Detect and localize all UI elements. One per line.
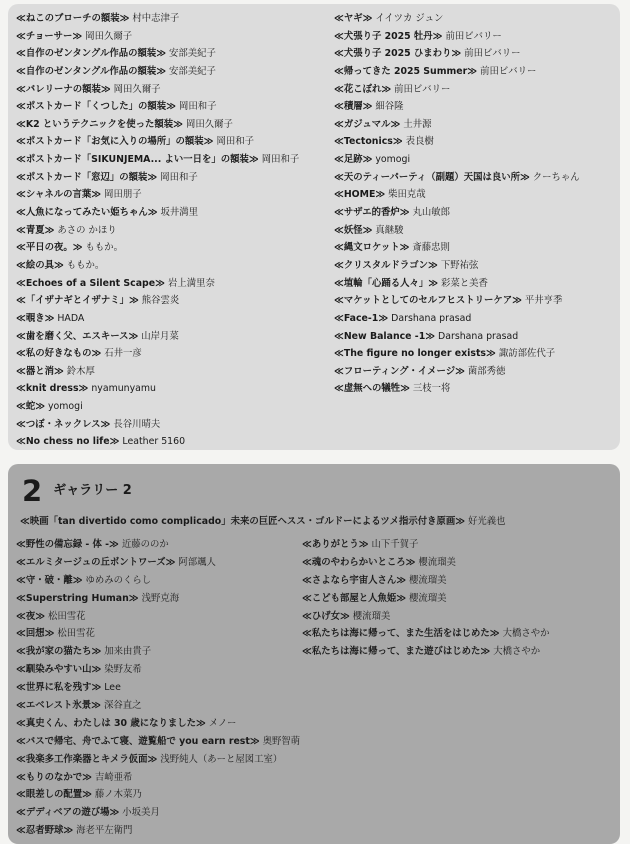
artwork-entry bbox=[16, 63, 331, 81]
artist-name: 岩上満里奈 bbox=[167, 277, 215, 289]
artist-name: 細谷隆 bbox=[375, 101, 404, 113]
artwork-entry bbox=[334, 63, 616, 81]
artist-name: 岡田久爾子 bbox=[113, 83, 161, 95]
artwork-title: ≪夜≫ bbox=[16, 610, 46, 622]
artwork-title: ≪世界に私を残す≫ bbox=[16, 682, 102, 694]
artwork-title: ≪チョーサー≫ bbox=[16, 30, 83, 42]
artwork-entry bbox=[16, 81, 331, 99]
artwork-entry bbox=[16, 643, 316, 661]
artist-name: 大橋さやか bbox=[502, 628, 550, 640]
artwork-title: ≪エベレスト氷景≫ bbox=[16, 700, 101, 712]
artwork-entry bbox=[302, 608, 614, 626]
artist-name: Lee bbox=[104, 682, 121, 694]
artwork-entry bbox=[334, 328, 616, 346]
artwork-title: ≪HOME≫ bbox=[334, 189, 386, 201]
artist-name: 奥野智萌 bbox=[262, 735, 301, 747]
artwork-entry bbox=[302, 554, 614, 572]
artist-name: 真継駿 bbox=[375, 224, 404, 236]
artwork-entry bbox=[334, 98, 616, 116]
artwork-entry bbox=[16, 661, 316, 679]
artist-name: 村中志津子 bbox=[132, 13, 180, 24]
artist-name: あさの かほり bbox=[57, 224, 117, 236]
artist-name: 阿部颯人 bbox=[178, 556, 216, 568]
artwork-entry bbox=[334, 310, 616, 328]
artwork-entry bbox=[334, 363, 616, 381]
artist-name: 土井源 bbox=[403, 118, 432, 130]
artwork-title: ≪ヤギ≫ bbox=[334, 13, 373, 24]
artwork-entry bbox=[16, 98, 331, 116]
artwork-entry bbox=[16, 398, 331, 416]
artist-name: yomogi bbox=[375, 154, 411, 166]
artwork-entry bbox=[16, 133, 331, 151]
artwork-title: ≪New Balance -1≫ bbox=[334, 330, 436, 342]
artwork-entry bbox=[334, 292, 616, 310]
artist-name: メノー bbox=[208, 717, 237, 729]
artist-name: 櫻流瑠美 bbox=[409, 592, 447, 604]
artwork-title: ≪真史くん、わたしは 30 歳になりました≫ bbox=[16, 717, 206, 729]
artwork-title: ≪守・破・離≫ bbox=[16, 574, 83, 586]
artwork-entry bbox=[16, 679, 316, 697]
artwork-title: ≪帰ってきた 2025 Summer≫ bbox=[334, 65, 478, 77]
artist-name: HADA bbox=[57, 312, 85, 324]
artwork-title: ≪ひげ女≫ bbox=[302, 610, 350, 622]
artwork-title: ≪「イザナギとイザナミ」≫ bbox=[16, 295, 139, 307]
artwork-entry bbox=[16, 45, 331, 63]
artwork-entry bbox=[334, 10, 616, 28]
artist-name: 菌部秀徳 bbox=[467, 365, 506, 377]
artist-name: 丸山敏郎 bbox=[412, 207, 451, 219]
artwork-entry bbox=[16, 363, 331, 381]
artwork-title: ≪私たちは海に帰って、また生活をはじめた≫ bbox=[302, 628, 500, 640]
artwork-entry bbox=[334, 239, 616, 257]
artist-name: 藤ノ木菜乃 bbox=[94, 789, 142, 801]
artwork-title: ≪Face-1≫ bbox=[334, 312, 389, 324]
artwork-entry bbox=[334, 257, 616, 275]
artwork-title: ≪忍者野球≫ bbox=[16, 825, 74, 837]
artwork-entry bbox=[302, 536, 614, 554]
artwork-entry bbox=[302, 590, 614, 608]
artist-name: 浅野純人（あーと屋図工室） bbox=[160, 753, 283, 765]
artist-name: 諏訪部佐代子 bbox=[498, 348, 556, 360]
artwork-entry bbox=[334, 133, 616, 151]
artist-name: 安部美紀子 bbox=[169, 48, 216, 60]
artist-name: 岡田和子 bbox=[261, 154, 300, 166]
artist-name: イイツカ ジュン bbox=[375, 13, 444, 24]
artist-name: 石井一彦 bbox=[104, 348, 142, 360]
artwork-entry bbox=[16, 151, 331, 169]
artwork-entry bbox=[16, 625, 316, 643]
artwork-title: ≪Echoes of a Silent Scape≫ bbox=[16, 277, 165, 289]
artist-name: 前田ビバリー bbox=[394, 83, 451, 95]
artwork-title: ≪我楽多工作楽器とキメラ仮面≫ bbox=[16, 753, 158, 765]
artist-name: 三枝一将 bbox=[412, 383, 451, 395]
artist-name: 櫻流瑠美 bbox=[352, 610, 391, 622]
artwork-entry bbox=[334, 28, 616, 46]
artwork-entry bbox=[16, 416, 331, 434]
artwork-entry bbox=[16, 222, 331, 240]
artist-name: Darshana prasad bbox=[391, 312, 472, 324]
artwork-title: ≪フローティング・イメージ≫ bbox=[334, 365, 465, 377]
artist-name: 坂井満里 bbox=[160, 207, 199, 219]
artwork-entry bbox=[16, 186, 331, 204]
artwork-title: ≪野性の備忘録 - 体 -≫ bbox=[16, 539, 119, 550]
artwork-title: ≪青夏≫ bbox=[16, 224, 55, 236]
artwork-title: ≪眼差しの配置≫ bbox=[16, 789, 92, 801]
artwork-title: ≪バスで帰宅、舟でふて寝、遊覧船で you earn rest≫ bbox=[16, 735, 260, 747]
artwork-entry bbox=[334, 116, 616, 134]
artwork-title: ≪積層≫ bbox=[334, 101, 373, 113]
artwork-title: ≪ねこのブローチの額装≫ bbox=[16, 13, 130, 24]
artwork-entry bbox=[16, 733, 316, 751]
artwork-title: ≪虚無への犠牲≫ bbox=[334, 383, 410, 395]
artwork-title: ≪自作のゼンタングル作品の額装≫ bbox=[16, 65, 167, 77]
section-2-heading bbox=[22, 474, 132, 508]
artist-name: 表良樹 bbox=[405, 136, 434, 148]
artist-name: nyamunyamu bbox=[91, 383, 156, 395]
section-1-left-list bbox=[16, 10, 331, 451]
artwork-title: ≪サザエ的香炉≫ bbox=[334, 207, 410, 219]
artwork-title: ≪つぼ・ネックレス≫ bbox=[16, 418, 111, 430]
artist-name: 岡田和子 bbox=[216, 136, 254, 148]
artwork-title: ≪自作のゼンタングル作品の額装≫ bbox=[16, 48, 167, 60]
artwork-entry bbox=[16, 572, 316, 590]
artist-name: 下野祐弦 bbox=[440, 259, 479, 271]
artist-name: 深谷直之 bbox=[103, 700, 142, 712]
artist-name: 小坂美月 bbox=[122, 807, 160, 819]
artwork-title: ≪器と消≫ bbox=[16, 365, 64, 377]
artwork-entry bbox=[16, 204, 331, 222]
artist-name: 岡田朋子 bbox=[104, 189, 142, 201]
artwork-title: ≪歯を磨く父、エスキース≫ bbox=[16, 330, 139, 342]
artist-name: ももか。 bbox=[85, 242, 124, 254]
artwork-title: ≪縄文ロケット≫ bbox=[334, 242, 410, 254]
artwork-entry bbox=[16, 536, 316, 554]
artwork-title: ≪エルミタージュの丘ボントワーズ≫ bbox=[16, 556, 176, 568]
artwork-title: ≪knit dress≫ bbox=[16, 383, 89, 395]
artwork-entry bbox=[16, 257, 331, 275]
artwork-title: ≪ポストカード「お気に入りの場所」の額装≫ bbox=[16, 136, 214, 148]
artwork-entry bbox=[16, 345, 331, 363]
artist-name: Leather 5160 bbox=[122, 436, 186, 448]
artwork-entry bbox=[334, 204, 616, 222]
artwork-entry bbox=[16, 822, 316, 840]
artist-name: 岡田久爾子 bbox=[185, 118, 233, 130]
artist-name: Darshana prasad bbox=[438, 330, 519, 342]
artist-name: 鈴木厚 bbox=[66, 365, 95, 377]
artwork-entry bbox=[16, 554, 316, 572]
artwork-entry bbox=[16, 328, 331, 346]
section-number: 2 bbox=[22, 474, 43, 508]
artist-name: 前田ビバリー bbox=[464, 48, 521, 60]
artwork-title: ≪平日の夜。≫ bbox=[16, 242, 83, 254]
artist-name: クーちゃん bbox=[532, 171, 580, 183]
artwork-entry bbox=[16, 590, 316, 608]
artwork-entry bbox=[334, 81, 616, 99]
artwork-entry bbox=[302, 572, 614, 590]
artwork-title: ≪No chess no life≫ bbox=[16, 436, 120, 448]
artwork-entry bbox=[16, 751, 316, 769]
artwork-title: ≪私の好きなもの≫ bbox=[16, 348, 102, 360]
artwork-title: ≪Tectonics≫ bbox=[334, 136, 403, 148]
artwork-title: ≪ポストカード「くつした」の額装≫ bbox=[16, 101, 176, 113]
artwork-entry bbox=[334, 151, 616, 169]
artwork-title: ≪もりのなかで≫ bbox=[16, 771, 92, 783]
artwork-title: ≪こども部屋と人魚姫≫ bbox=[302, 592, 407, 604]
artwork-title: ≪ポストカード「窓辺」の額装≫ bbox=[16, 171, 158, 183]
section-2-left-list bbox=[16, 536, 316, 840]
artwork-title: ≪シャネルの言葉≫ bbox=[16, 189, 102, 201]
artwork-title: ≪足跡≫ bbox=[334, 154, 373, 166]
artist-name: 岡田和子 bbox=[160, 171, 198, 183]
artwork-entry bbox=[334, 186, 616, 204]
artwork-entry bbox=[16, 697, 316, 715]
artwork-title: ≪Superstring Human≫ bbox=[16, 592, 139, 604]
artwork-entry bbox=[16, 239, 331, 257]
artist-name: 櫻流瑠美 bbox=[418, 556, 456, 568]
artwork-title: ≪さよなら宇宙人さん≫ bbox=[302, 574, 407, 586]
artwork-entry bbox=[16, 433, 331, 451]
artist-name: 柴田克哉 bbox=[388, 189, 426, 201]
artist-name: 近藤ののか bbox=[121, 539, 169, 550]
artwork-entry bbox=[16, 275, 331, 293]
artwork-entry bbox=[334, 380, 616, 398]
artwork-entry bbox=[16, 608, 316, 626]
artist-name: 安部美紀子 bbox=[169, 65, 216, 77]
artist-name: 熊谷雲炎 bbox=[141, 295, 180, 307]
artwork-title: ≪デディベアの遊び場≫ bbox=[16, 807, 120, 819]
artist-name: 吉崎亜希 bbox=[94, 771, 133, 783]
artist-name: 前田ビバリー bbox=[445, 30, 502, 42]
artwork-title: ≪絵の具≫ bbox=[16, 259, 64, 271]
artwork-title: ≪覗き≫ bbox=[16, 312, 55, 324]
artwork-title: ≪妖怪≫ bbox=[334, 224, 373, 236]
artist-name: yomogi bbox=[48, 401, 83, 413]
artist-name: 海老平左衛門 bbox=[76, 825, 133, 837]
artist-name: 浅野克海 bbox=[141, 592, 180, 604]
artwork-entry bbox=[16, 769, 316, 787]
artwork-title: ≪K2 というテクニックを使った額装≫ bbox=[16, 118, 183, 130]
artwork-title: ≪マケットとしてのセルフヒストリーケア≫ bbox=[334, 295, 522, 307]
artist-name: 好光義也 bbox=[468, 516, 506, 527]
artist-name: 松田雪花 bbox=[48, 610, 86, 622]
artwork-title: ≪ガジュマル≫ bbox=[334, 118, 401, 130]
artwork-title: ≪魂のやわらかいところ≫ bbox=[302, 556, 416, 568]
artwork-title: ≪天のティーパーティ（副題）天国は良い所≫ bbox=[334, 171, 530, 183]
artist-name: 大橋さやか bbox=[493, 646, 541, 658]
artwork-entry bbox=[16, 310, 331, 328]
artwork-entry bbox=[16, 292, 331, 310]
section-2-right-list bbox=[302, 536, 614, 661]
artist-name: 山下千賀子 bbox=[371, 539, 419, 550]
artist-name: 染野友希 bbox=[104, 664, 142, 676]
section-2-panel bbox=[8, 464, 620, 844]
section-title: ギャラリー 2 bbox=[53, 483, 132, 498]
artwork-title: ≪埴輪「心踊る人々」≫ bbox=[334, 277, 439, 289]
artist-name: 平井亨季 bbox=[524, 295, 563, 307]
artwork-entry bbox=[334, 222, 616, 240]
artwork-title: ≪人魚になってみたい姫ちゃん≫ bbox=[16, 207, 158, 219]
artwork-title: ≪犬張り子 2025 ひまわり≫ bbox=[334, 48, 462, 60]
artwork-entry bbox=[16, 380, 331, 398]
artist-name: 山岸月菜 bbox=[141, 330, 179, 342]
artwork-title: ≪蛇≫ bbox=[16, 401, 46, 413]
artist-name: ももか。 bbox=[66, 259, 105, 271]
artwork-entry bbox=[16, 715, 316, 733]
artwork-title: ≪クリスタルドラゴン≫ bbox=[334, 259, 438, 271]
section-1-right-list bbox=[334, 10, 616, 398]
artist-name: 加来由貴子 bbox=[104, 646, 152, 658]
artwork-title: ≪犬張り子 2025 牡丹≫ bbox=[334, 30, 443, 42]
artist-name: 櫻流瑠美 bbox=[409, 574, 447, 586]
artwork-entry bbox=[16, 804, 316, 822]
artist-name: 前田ビバリー bbox=[480, 65, 537, 77]
artist-name: ゆめみのくらし bbox=[85, 574, 152, 586]
artwork-title: ≪ポストカード「SIKUNJEMA... よい一日を」の額装≫ bbox=[16, 154, 259, 166]
section-1-panel bbox=[8, 4, 620, 450]
artwork-entry bbox=[302, 625, 614, 643]
artwork-entry bbox=[16, 116, 331, 134]
artwork-title: ≪我が家の猫たち≫ bbox=[16, 646, 102, 658]
artwork-entry bbox=[334, 275, 616, 293]
artwork-entry-wide bbox=[20, 513, 616, 531]
artwork-entry bbox=[334, 169, 616, 187]
artwork-entry bbox=[16, 10, 331, 28]
artwork-title: ≪バレリーナの額装≫ bbox=[16, 83, 111, 95]
artwork-title: ≪映画「tan divertido como complicado」未来の巨匠ヘスス・ゴルドーによるツメ指示付き原画≫ bbox=[20, 516, 466, 527]
artwork-entry bbox=[16, 786, 316, 804]
artist-name: 長谷川晴夫 bbox=[113, 418, 161, 430]
artwork-title: ≪私たちは海に帰って、また遊びはじめた≫ bbox=[302, 646, 491, 658]
artwork-entry bbox=[334, 345, 616, 363]
artwork-title: ≪回想≫ bbox=[16, 628, 55, 640]
artist-name: 松田雪花 bbox=[57, 628, 95, 640]
artist-name: 岡田和子 bbox=[178, 101, 217, 113]
artist-name: 斎藤忠則 bbox=[412, 242, 450, 254]
artwork-title: ≪ありがとう≫ bbox=[302, 539, 369, 550]
artwork-entry bbox=[334, 45, 616, 63]
artist-name: 岡田久爾子 bbox=[85, 30, 133, 42]
artwork-entry bbox=[16, 28, 331, 46]
artwork-entry bbox=[302, 643, 614, 661]
artwork-title: ≪馴染みやすい山≫ bbox=[16, 664, 102, 676]
artwork-title: ≪花こぼれ≫ bbox=[334, 83, 392, 95]
artwork-entry bbox=[16, 169, 331, 187]
artist-name: 彩菜と美香 bbox=[441, 277, 488, 289]
artwork-title: ≪The figure no longer exists≫ bbox=[334, 348, 496, 360]
